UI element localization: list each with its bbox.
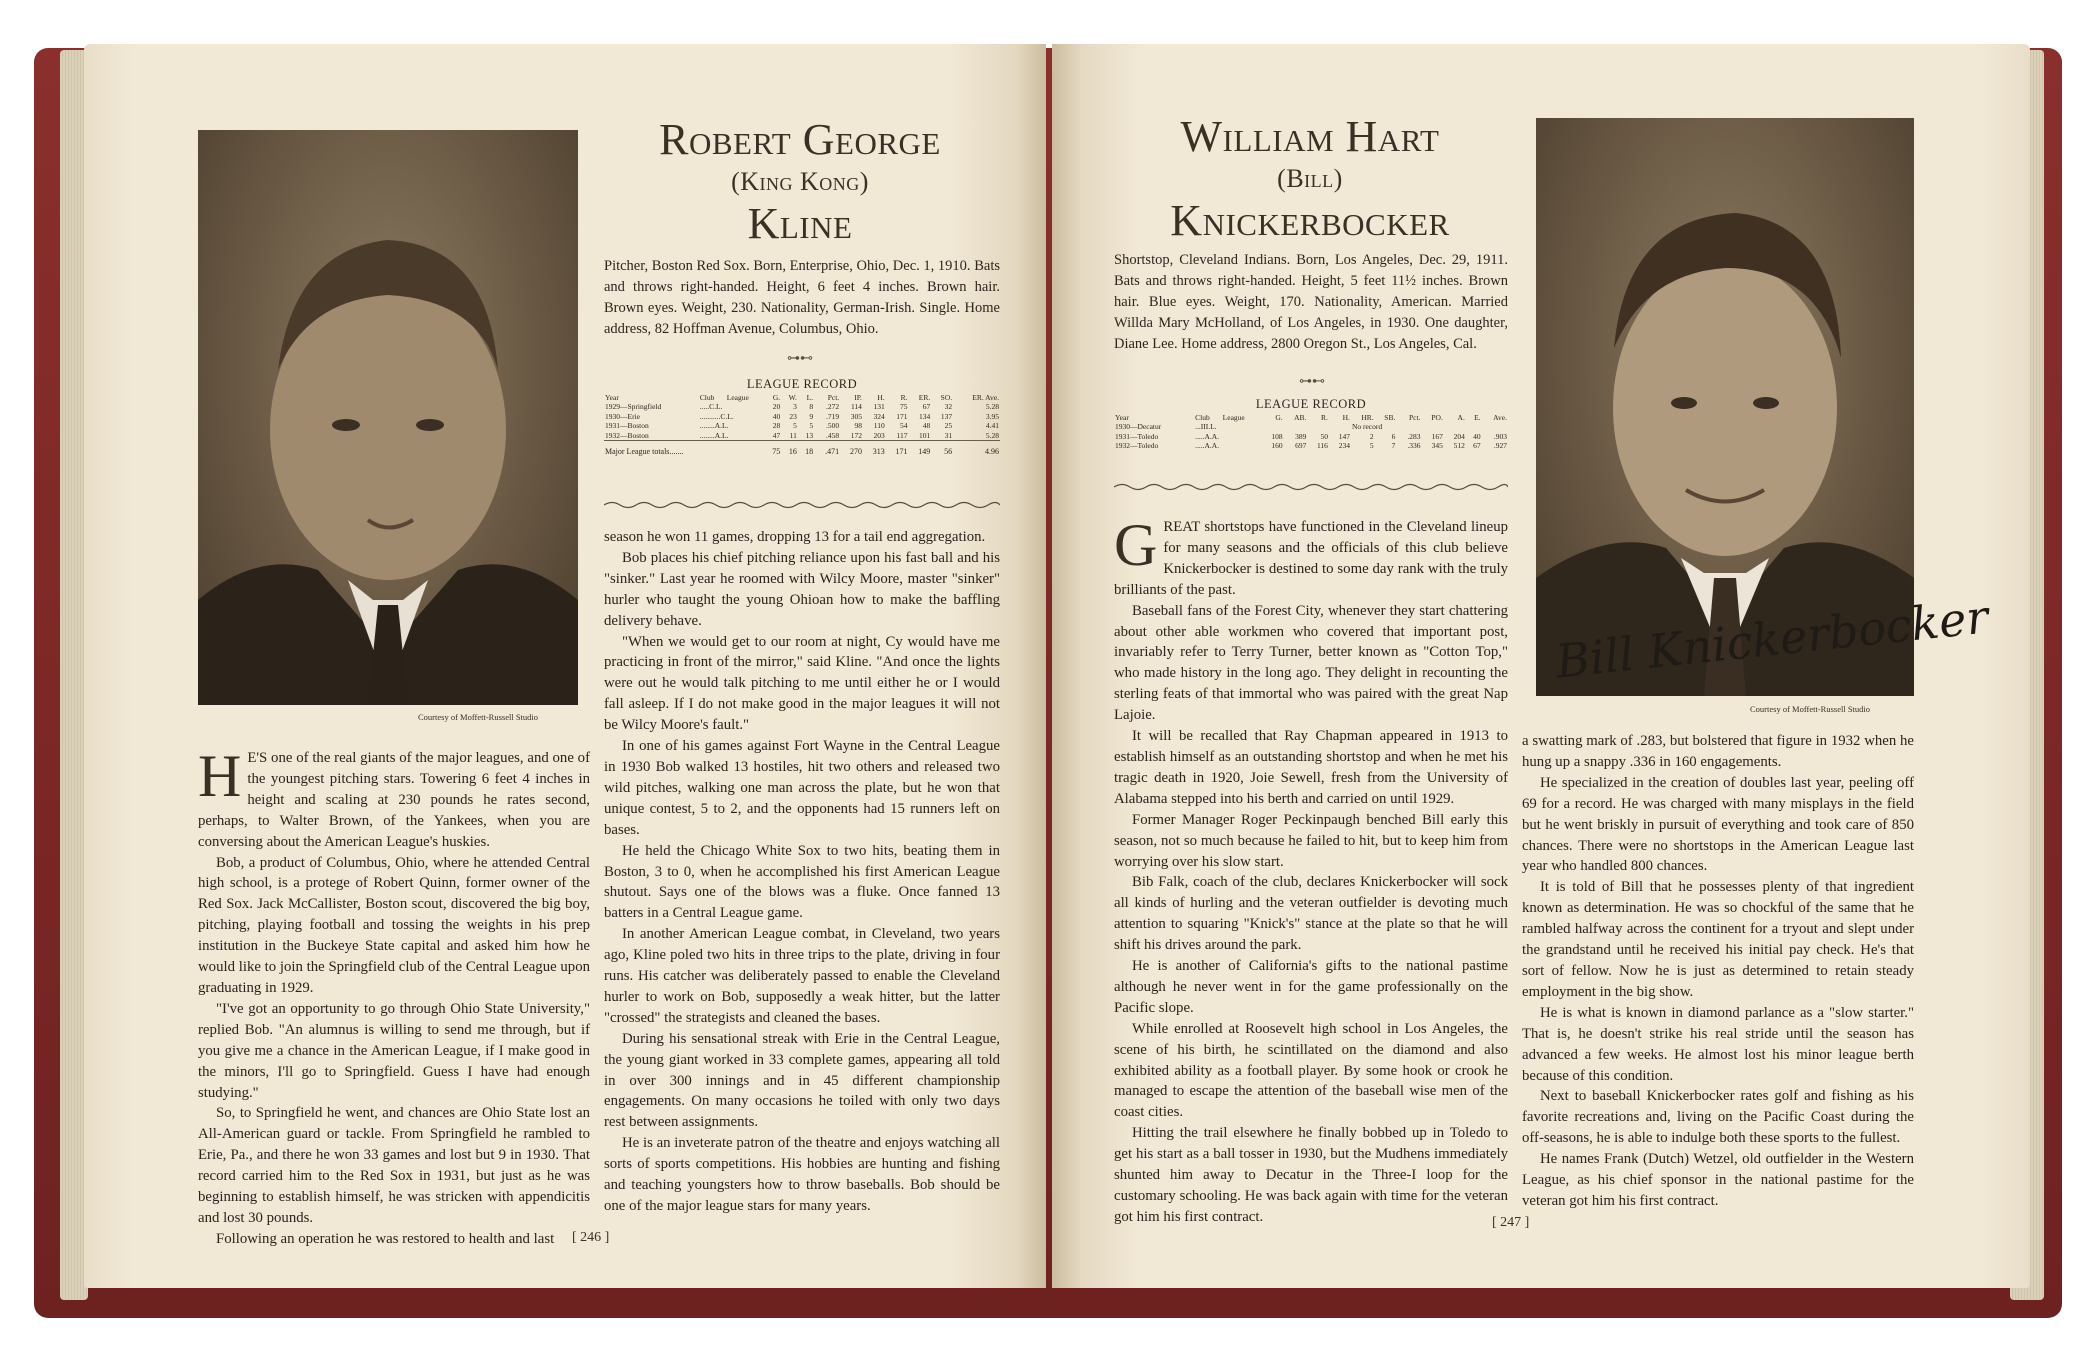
page-number-246: [ 246 ]	[572, 1230, 610, 1245]
table-row: 1930—Decatur ...III.L. No record	[1115, 422, 1383, 431]
kline-name-title	[600, 115, 1000, 249]
ornament-divider: ⊶⊷	[787, 350, 813, 365]
record-title: LEAGUE RECORD	[1255, 397, 1367, 411]
title-first-names: Robert George	[659, 115, 941, 164]
title-nickname: (King Kong)	[731, 167, 869, 196]
record-totals-row: Major League totals....... 75 16 18 .471 270 313 171 149 56 4.96	[604, 441, 1000, 457]
table-row: 1932—Toledo .....A.A. 160 697 116 234 5 7 .336 345 512 67 .927	[1115, 441, 1507, 450]
wave-divider-left	[604, 500, 1000, 510]
kline-portrait	[198, 130, 578, 705]
table-row: 1931—Toledo .....A.A. 108 389 50 147 2 6 .283 167 204 40 .903	[1115, 431, 1507, 441]
table-row: 1929—Springfield .....C.L. 20 3 8 .272 114 131 75 67 32 5.28	[605, 402, 999, 411]
wave-divider-right	[1114, 482, 1508, 492]
table-row: 1931—Boston ........A.L. 28 5 5 .500 98 110 54 48 25 4.41	[605, 421, 999, 430]
record-header-row: Year Club League G. W. L. Pct. IP. H. R. ER. SO. ER. Ave.	[605, 392, 999, 402]
knickerbocker-article-column-2: a swatting mark of .283, but bolstered that figure in 1932 when he hung up a snappy .336 in 160 engagements. He specialized in the creation of doubles last year, peeling off 69 for a record. He was charged with many misplays in the field but he went briskly in pursuit of everything and took care of 850 chances. There were no shortstops in the American League last year who handled 800 chances. It is told of Bill that he possesses plenty of that ingredient known as determination. He was so chockful of the same that he rambled halfway across the continent for a tryout and slept under the grandstand until he received his initial pay check. He's that sort of fellow. Now he is just as determined to retain steady employment in the big show. He is what is known in diamond parlance as a "slow starter." That is, he doesn't strike his real stride until the season has advanced a few weeks. He almost lost his minor league berth because of this condition. Next to baseball Knickerbocker rates golf and fishing as his favorite recreations and, living on the Pacific Coast during the off-seasons, he is able to indulge both these sports to the fullest. He names Frank (Dutch) Wetzel, old outfielder in the Western League, as his chief sponsor in the national pastime for the veteran got him his first contract.	[1522, 733, 1914, 1209]
title-nickname: (Bill)	[1277, 164, 1343, 193]
signature: Bill Knickerbocker	[1553, 589, 1991, 689]
ornament-divider: ⊶⊷	[1299, 373, 1325, 388]
kline-league-record	[604, 377, 1000, 457]
kline-bio: Pitcher, Boston Red Sox. Born, Enterprise, Ohio, Dec. 1, 1910. Bats and throws right-handed. Height, 6 feet 4 inches. Brown hair. Brown eyes. Weight, 230. Nationality, German-Irish. Single. Home address, 82 Hoffman Avenue, Columbus, Ohio.	[604, 258, 1000, 337]
table-row: 1932—Boston ........A.L. 47 11 13 .458 172 203 117 101 31 5.28	[605, 430, 999, 440]
knickerbocker-bio: Shortstop, Cleveland Indians. Born, Los Angeles, Dec. 29, 1911. Bats and throws right-handed. Height, 5 feet 11½ inches. Brown hair. Blue eyes. Weight, 170. Nationality, American. Married Willda Mary McHolland, of Los Angeles, in 1930. One daughter, Diane Lee. Home address, 2800 Oregon St., Los Angeles, Cal.	[1114, 252, 1508, 352]
dropcap-g: G	[1114, 512, 1158, 578]
record-title: LEAGUE RECORD	[746, 377, 858, 391]
title-first-names: William Hart	[1180, 112, 1440, 161]
kline-photo-credit: Courtesy of Moffett-Russell Studio	[418, 712, 539, 722]
knickerbocker-article-column-1: GREAT shortstops have functioned in the Cleveland lineup for many seasons and the officials of this club believe Knickerbocker is destined to some day rank with the truly brilliants of the past. Baseball fans of the Forest City, whenever they start chattering about other able workmen who covered that important post, invariably refer to Terry Turner, better known as "Cotton Top," who made history in the long ago. They delight in recounting the sterling feats of that immortal who was paired with the great Nap Lajoie. It will be recalled that Ray Chapman appeared in 1913 to establish himself as an outstanding shortstop and when he met his tragic death in 1920, Joie Sewell, fresh from the University of Alabama stepped into his berth and carried on until 1929. Former Manager Roger Peckinpaugh benched Bill early this season, not so much because he failed to hit, but to keep him from worrying over his slow start. Bib Falk, coach of the club, declares Knickerbocker will sock all kinds of hurling and the veteran outfielder is devoting much attention to squaring "Knick's" stance at the plate so that he will shift his drives around the park. He is another of California's gifts to the national pastime although he never went in for the game professionally on the Pacific slope. While enrolled at Roosevelt high school in Los Angeles, the scene of his birth, he scintillated on the diamond and also exhibited ability as a football player. By some hook or crook he managed to escape the attention of the baseball wise men of the coast cities. Hitting the trail elsewhere he finally bobbed up in Toledo to get his start as a ball tosser in 1930, but the Mudhens immediately shunted him away to Decatur in the Three-I loop for the customary schooling. He was back again with time for the veteran got him his first contract.	[1114, 512, 1508, 1225]
kline-article-column-2: season he won 11 games, dropping 13 for a tail end aggregation. Bob places his chief pitching reliance upon his fast ball and his "sinker." Last year he roomed with Wilcy Moore, master "sinker" hurler who taught the young Ohioan how to make the baffling delivery behave. "When we would get to our room at night, Cy would have me practicing in front of the mirror," said Kline. "And once the lights were out he would talk pitching to me until either he or I would fall asleep. If I do not make good in the major leagues it will not be Wilcy Moore's fault." In one of his games against Fort Wayne in the Central League in 1930 Bob walked 13 hostiles, hit two others and released two wild pitches, walking one man across the plate, but he won that unique contest, 5 to 2, and the opponents had 15 runners left on bases. He held the Chicago White Sox to two hits, beating them in Boston, 3 to 0, when he accomplished his first American League shutout. Says one of the blows was a fluke. Once fanned 13 batters in a Central League game. In another American League combat, in Cleveland, two years ago, Kline poled two hits in three trips to the plate, driving in four runs. His catcher was deliberately passed to enable the Cleveland hurler to work on Bob, supposedly a weak hitter, but the latter "crossed" the strategists and cleaned the bases. During his sensational streak with Erie in the Central League, the young giant worked in 33 complete games, appearing all told in over 300 innings and in 45 different championship engagements. On many occasions he toiled with only two days rest between assignments. He is an inveterate patron of the theatre and enjoys watching all sorts of sports competitions. His hobbies are hunting and fishing and teaching youngsters how to throw baseballs. Bob should be one of the major league stars for many years.	[604, 529, 1000, 1214]
knickerbocker-photo-credit: Courtesy of Moffett-Russell Studio	[1750, 704, 1871, 714]
knickerbocker-league-record	[1114, 397, 1508, 451]
title-surname: Kline	[747, 199, 853, 248]
record-table	[604, 393, 1000, 457]
table-row: 1930—Erie ...........C.L. 40 23 9 .719 305 324 171 134 137 3.95	[605, 411, 999, 421]
knickerbocker-name-title	[1110, 112, 1510, 246]
record-table	[1114, 413, 1508, 451]
title-surname: Knickerbocker	[1170, 196, 1450, 245]
kline-article-column-1: H E'S one of the real giants of the major leagues, and one of the youngest pitching stars. Towering 6 feet 4 inches in height and scaling at 230 pounds he rates second, perhaps, to Walter Brown, of the Yankees, when you are conversing about the American League's huskies. Bob, a product of Columbus, Ohio, where he attended Central high school, is a protege of Robert Quinn, former owner of the Red Sox. Jack McCallister, Boston scout, discovered the big boy, pitching, playing football and tossing the weights in his prep institution in the Buckeye State capital and asked him how he would like to join the Springfield club of the Central League upon graduating in 1929. "I've got an opportunity to go through Ohio State University," replied Bob. "An alumnus is willing to send me through, but if you give me a chance in the American League, if I make good in the minors, I'll go to Springfield. Guess I have had enough studying." So, to Springfield he went, and chances are Ohio State lost an All-American guard or tackle. From Springfield he rambled to Erie, Pa., and there he won 33 games and lost but 9 in 1930. That record carried him to the Red Sox in 1931, but just as he was beginning to establish himself, he was stricken with appendicitis and lost 30 pounds. Following an operation he was restored to health and last	[198, 743, 590, 1247]
page-number-247: [ 247 ]	[1492, 1215, 1530, 1230]
record-header-row: Year Club League G. AB. R. H. HR. SB. Pct. PO. A. E. Ave.	[1115, 412, 1507, 422]
dropcap-h: H	[198, 743, 242, 809]
